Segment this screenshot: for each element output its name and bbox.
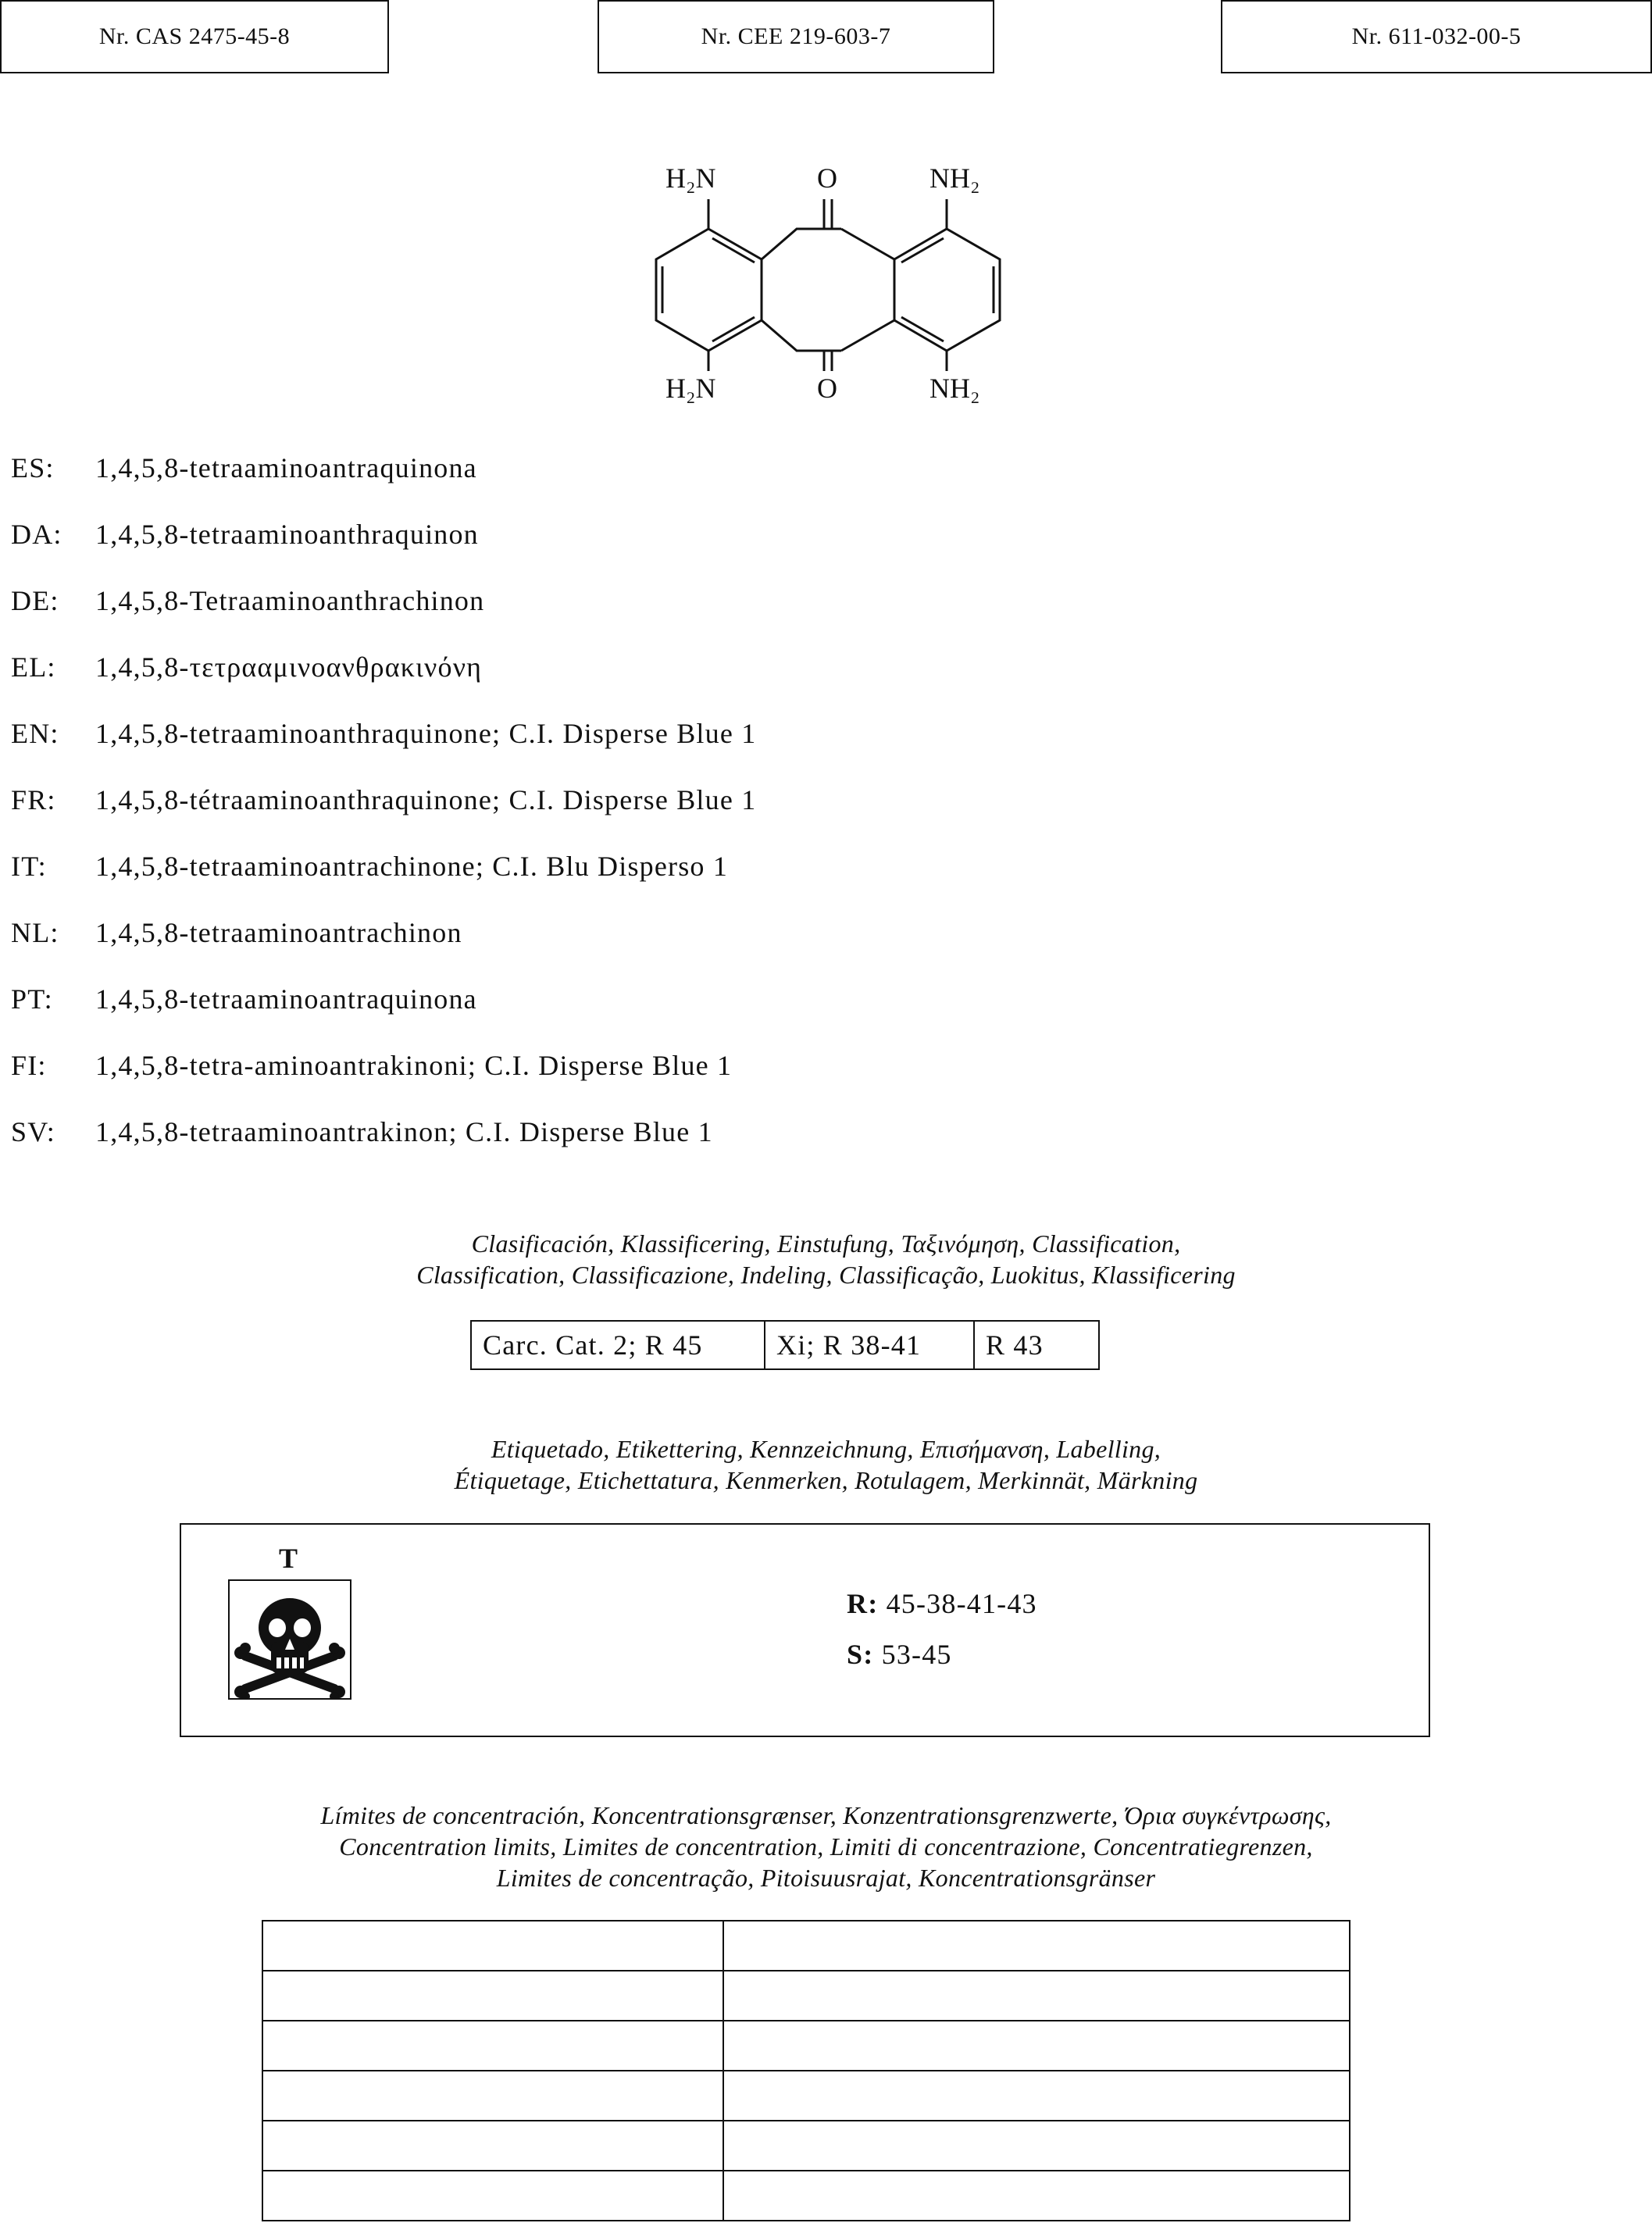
name-row-en bbox=[11, 717, 756, 750]
table-cell bbox=[262, 2071, 723, 2121]
name-row-fi bbox=[11, 1049, 732, 1082]
name-row-es bbox=[11, 451, 477, 484]
name-row-pt bbox=[11, 983, 477, 1015]
language-code: EL: bbox=[11, 651, 56, 683]
concentration-heading-line-2: Concentration limits, Limites de concentration, Limiti di concentrazione, Concentratiegrenzen, bbox=[339, 1832, 1313, 1861]
safety-phrases bbox=[847, 1638, 952, 1671]
safety-phrases-value: 53-45 bbox=[881, 1639, 952, 1670]
language-code: NL: bbox=[11, 917, 59, 948]
table-cell bbox=[723, 2121, 1350, 2171]
concentration-heading-line-3: Limites de concentração, Pitoisuusrajat, Koncentrationsgränser bbox=[496, 1864, 1156, 1892]
classification-cell-xi: Xi; R 38-41 bbox=[765, 1321, 974, 1369]
language-code: DA: bbox=[11, 519, 62, 550]
chemical-name: 1,4,5,8-tetraaminoantraquinona bbox=[95, 452, 477, 483]
index-number-box bbox=[1221, 0, 1652, 73]
classification-heading bbox=[0, 1228, 1652, 1290]
language-code: IT: bbox=[11, 851, 47, 882]
language-code: FR: bbox=[11, 784, 56, 815]
amine-top-right: NH₂ bbox=[929, 162, 980, 194]
index-number: Nr. 611-032-00-5 bbox=[1351, 23, 1522, 49]
name-row-nl bbox=[11, 916, 462, 949]
language-code: SV: bbox=[11, 1116, 55, 1147]
language-code: PT: bbox=[11, 983, 53, 1015]
chemical-name: 1,4,5,8-tetraaminoantrakinon; C.I. Disperse Blue 1 bbox=[95, 1116, 713, 1147]
chemical-name: 1,4,5,8-Tetraaminoanthrachinon bbox=[95, 585, 485, 616]
amine-top-left: H₂N bbox=[665, 162, 716, 194]
labelling-box bbox=[180, 1523, 1430, 1737]
middle-ring bbox=[762, 229, 841, 259]
table-cell bbox=[262, 2121, 723, 2171]
table-cell bbox=[723, 1971, 1350, 2021]
danger-letter: T bbox=[279, 1543, 298, 1574]
classification-cell-carc: Carc. Cat. 2; R 45 bbox=[471, 1321, 765, 1369]
classification-table bbox=[470, 1320, 1100, 1370]
concentration-heading-line-1: Límites de concentración, Koncentrationsgrænser, Konzentrationsgrenzwerte, Όρια συγκέντρωσης, bbox=[320, 1801, 1332, 1829]
chemical-name: 1,4,5,8-τετρααμινοανθρακινόνη bbox=[95, 651, 483, 683]
safety-phrases-label: S: bbox=[847, 1639, 874, 1670]
right-ring bbox=[841, 229, 894, 351]
cee-number: Nr. CEE 219-603-7 bbox=[701, 23, 891, 49]
amine-bottom-left: H₂N bbox=[665, 373, 716, 404]
name-row-sv bbox=[11, 1115, 713, 1148]
labelling-heading bbox=[0, 1433, 1652, 1496]
cas-number: Nr. CAS 2475-45-8 bbox=[98, 23, 291, 49]
risk-phrases bbox=[847, 1587, 1037, 1620]
chemical-name: 1,4,5,8-tetraaminoantraquinona bbox=[95, 983, 477, 1015]
language-code: DE: bbox=[11, 585, 59, 616]
labelling-heading-line-2: Étiquetage, Etichettatura, Kenmerken, Rotulagem, Merkinnät, Märkning bbox=[454, 1466, 1198, 1494]
cas-number-box bbox=[0, 0, 389, 73]
chemical-name: 1,4,5,8-tetraaminoantrachinone; C.I. Blu Disperso 1 bbox=[95, 851, 729, 882]
chemical-name: 1,4,5,8-tetraaminoantrachinon bbox=[95, 917, 462, 948]
left-ring bbox=[656, 229, 762, 351]
risk-phrases-label: R: bbox=[847, 1588, 879, 1619]
table-row bbox=[262, 2021, 1350, 2071]
amine-bottom-right: NH₂ bbox=[929, 373, 980, 404]
table-row bbox=[262, 1971, 1350, 2021]
table-cell bbox=[262, 2171, 723, 2221]
name-row-el bbox=[11, 651, 482, 683]
name-row-de bbox=[11, 584, 484, 617]
name-row-fr bbox=[11, 783, 756, 816]
language-code: EN: bbox=[11, 718, 59, 749]
structural-formula bbox=[617, 152, 1101, 410]
oxygen-bottom: O bbox=[817, 373, 837, 404]
table-cell bbox=[262, 2021, 723, 2071]
table-cell bbox=[723, 2171, 1350, 2221]
language-code: ES: bbox=[11, 452, 55, 483]
name-row-it bbox=[11, 850, 728, 883]
concentration-limits-table bbox=[262, 1920, 1351, 2221]
table-cell bbox=[723, 1921, 1350, 1971]
table-cell bbox=[262, 1921, 723, 1971]
labelling-heading-line-1: Etiquetado, Etikettering, Kennzeichnung, Επισήμανση, Labelling, bbox=[491, 1435, 1161, 1463]
table-cell bbox=[723, 2071, 1350, 2121]
skull-and-crossbones-icon bbox=[228, 1579, 351, 1700]
classification-heading-line-2: Classification, Classificazione, Indeling, Classificação, Luokitus, Klassificering bbox=[416, 1261, 1236, 1289]
risk-phrases-value: 45-38-41-43 bbox=[886, 1588, 1037, 1619]
table-cell bbox=[723, 2021, 1350, 2071]
chemical-name: 1,4,5,8-tetraaminoanthraquinon bbox=[95, 519, 479, 550]
concentration-limits-heading bbox=[0, 1800, 1652, 1893]
table-row bbox=[262, 2071, 1350, 2121]
chemical-name: 1,4,5,8-tetraaminoanthraquinone; C.I. Disperse Blue 1 bbox=[95, 718, 757, 749]
classification-heading-line-1: Clasificación, Klassificering, Einstufung, Ταξινόμηση, Classification, bbox=[471, 1229, 1181, 1258]
chemical-name: 1,4,5,8-tétraaminoanthraquinone; C.I. Disperse Blue 1 bbox=[95, 784, 757, 815]
cee-number-box bbox=[598, 0, 994, 73]
table-cell bbox=[262, 1971, 723, 2021]
table-row bbox=[262, 2121, 1350, 2171]
classification-cell-r43: R 43 bbox=[974, 1321, 1099, 1369]
chemical-name: 1,4,5,8-tetra-aminoantrakinoni; C.I. Disperse Blue 1 bbox=[95, 1050, 733, 1081]
name-row-da bbox=[11, 518, 479, 551]
oxygen-top: O bbox=[817, 162, 837, 194]
table-row bbox=[262, 2171, 1350, 2221]
table-row bbox=[262, 1921, 1350, 1971]
language-code: FI: bbox=[11, 1050, 47, 1081]
